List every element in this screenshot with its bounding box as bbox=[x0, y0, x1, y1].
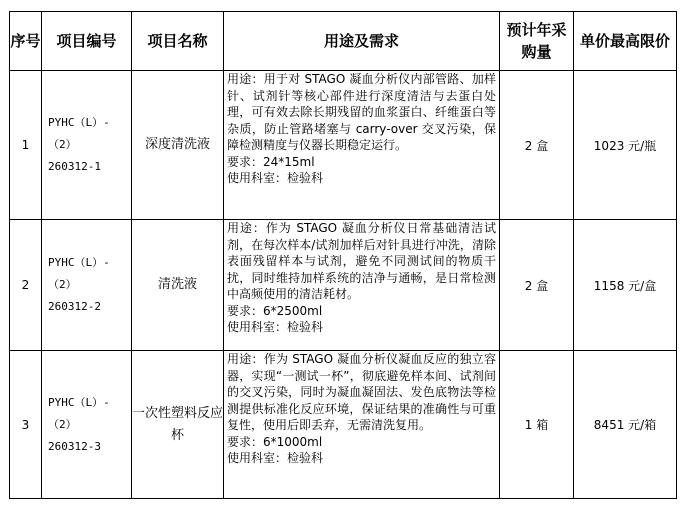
cell-price: 8451 元/箱 bbox=[574, 351, 677, 499]
code-line-1: PYHC（L）- bbox=[48, 395, 110, 409]
table-row bbox=[10, 220, 677, 351]
header-usage: 用途及需求 bbox=[224, 12, 500, 71]
cell-name: 清洗液 bbox=[132, 220, 224, 351]
cell-price: 1023 元/瓶 bbox=[574, 71, 677, 220]
cell-qty: 1 箱 bbox=[500, 351, 574, 499]
table-row bbox=[10, 71, 677, 220]
cell-name: 深度清洗液 bbox=[132, 71, 224, 220]
code-line-3: 260312-3 bbox=[48, 439, 101, 453]
cell-usage bbox=[224, 71, 500, 220]
cell-qty: 2 盒 bbox=[500, 71, 574, 220]
cell-code bbox=[42, 71, 132, 220]
table-row bbox=[10, 351, 677, 499]
cell-no: 1 bbox=[10, 71, 42, 220]
usage-dept: 使用科室：检验科 bbox=[227, 171, 324, 185]
code-line-2: （2） bbox=[48, 138, 77, 151]
cell-usage bbox=[224, 220, 500, 351]
table-header-row bbox=[10, 12, 677, 71]
header-name: 项目名称 bbox=[132, 12, 224, 71]
usage-text: 用途：作为 STAGO 凝血分析仪日常基础清洁试剂，在每次样本/试剂加样后对针具进行冲洗，清除表面残留样本与试剂，避免不同测试间的物质干扰，同时维持加样系统的洁净与通畅，是日常检测中高频使用的清洁耗材。 bbox=[227, 221, 496, 301]
cell-usage bbox=[224, 351, 500, 499]
header-code: 项目编号 bbox=[42, 12, 132, 71]
usage-text: 用途：作为 STAGO 凝血分析仪凝血反应的独立容器，实现“一测试一杯”，彻底避免样本间、试剂间的交叉污染，同时为凝血凝固法、发色底物法等检测提供标准化反应环境，保证结果的准确性与可重复性，使用后即丢弃，无需清洗复用。 bbox=[227, 352, 496, 432]
code-line-1: PYHC（L）- bbox=[48, 256, 110, 269]
cell-no: 2 bbox=[10, 220, 42, 351]
usage-text: 用途：用于对 STAGO 凝血分析仪内部管路、加样针、试剂针等核心部件进行深度清洁与去蛋白处理，可有效去除长期残留的血浆蛋白、纤维蛋白等杂质，防止管路堵塞与 carry-over 交叉污染，保障检测精度与仪器长期稳定运行。 bbox=[227, 72, 496, 152]
cell-name: 一次性塑料反应杯 bbox=[132, 351, 224, 499]
cell-no: 3 bbox=[10, 351, 42, 499]
usage-spec: 要求：6*2500ml bbox=[227, 303, 323, 318]
code-line-1: PYHC（L）- bbox=[48, 116, 110, 129]
usage-dept: 使用科室：检验科 bbox=[227, 320, 324, 334]
usage-spec: 要求：6*1000ml bbox=[227, 434, 323, 449]
cell-code bbox=[42, 351, 132, 499]
usage-spec: 要求：24*15ml bbox=[227, 154, 315, 169]
cell-qty: 2 盒 bbox=[500, 220, 574, 351]
header-no: 序号 bbox=[10, 12, 42, 71]
procurement-table bbox=[9, 11, 677, 499]
code-line-2: （2） bbox=[48, 278, 77, 291]
usage-dept: 使用科室：检验科 bbox=[227, 451, 324, 465]
cell-code bbox=[42, 220, 132, 351]
header-qty: 预计年采购量 bbox=[500, 12, 574, 71]
code-line-3: 260312-2 bbox=[48, 300, 101, 313]
code-line-3: 260312-1 bbox=[48, 160, 101, 173]
code-line-2: （2） bbox=[48, 417, 77, 431]
header-price: 单价最高限价 bbox=[574, 12, 677, 71]
cell-price: 1158 元/盒 bbox=[574, 220, 677, 351]
